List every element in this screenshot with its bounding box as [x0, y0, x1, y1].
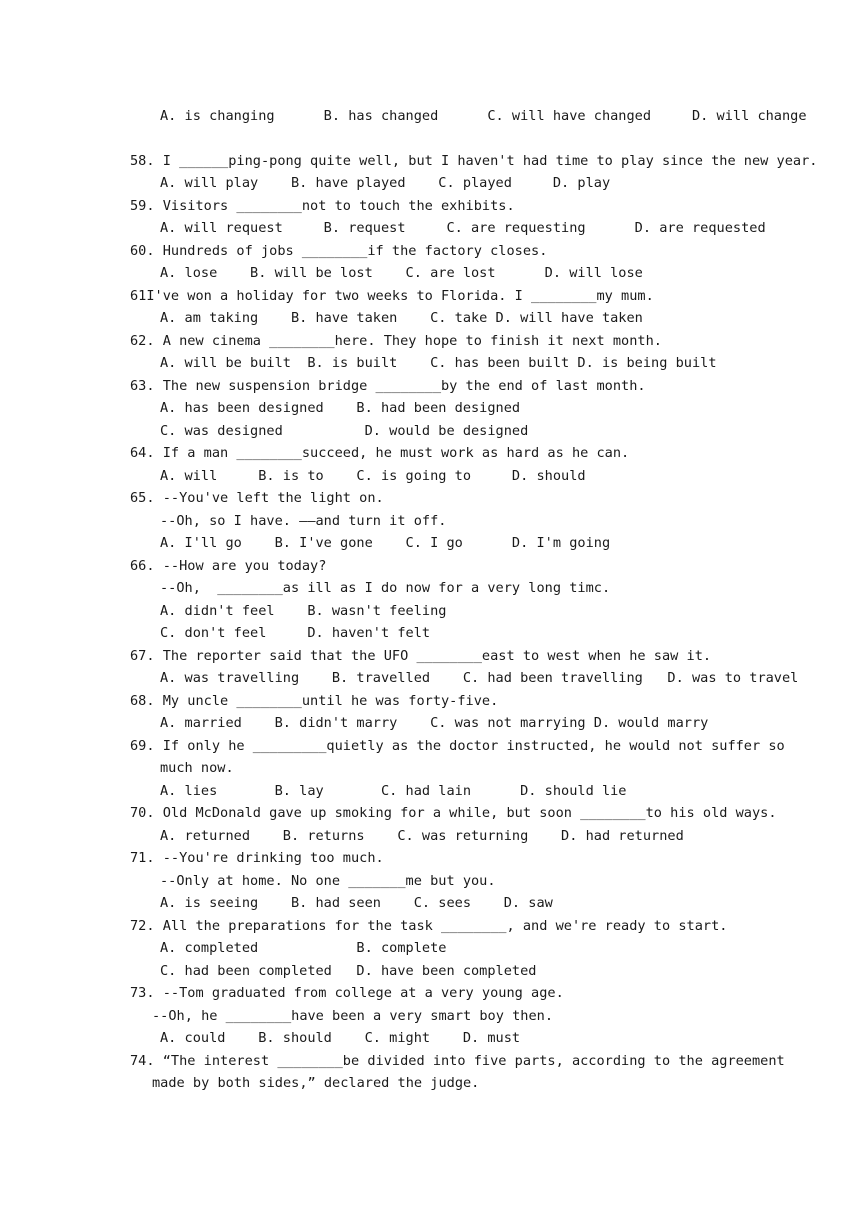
q65-stem-line1: 65. --You've left the light on. — [130, 490, 384, 506]
q61-stem: 61I've won a holiday for two weeks to Florida. I ________my mum. — [130, 288, 654, 304]
q71-stem-line1: 71. --You're drinking too much. — [130, 850, 384, 866]
q63-stem: 63. The new suspension bridge ________by the end of last month. — [130, 378, 646, 394]
q60-stem: 60. Hundreds of jobs ________if the factory closes. — [130, 243, 548, 259]
q63-options-row2: C. was designed D. would be designed — [160, 423, 529, 439]
q66-stem-line2: --Oh, ________as ill as I do now for a very long timc. — [160, 580, 611, 596]
q72-options-row2: C. had been completed D. have been completed — [160, 963, 537, 979]
q60-options: A. lose B. will be lost C. are lost D. will lose — [160, 265, 643, 281]
q58-stem: 58. I ______ping-pong quite well, but I haven't had time to play since the new year. — [130, 153, 818, 169]
q65-stem-line2: --Oh, so I have. ——and turn it off. — [160, 513, 447, 529]
q61-options: A. am taking B. have taken C. take D. will have taken — [160, 310, 643, 326]
q62-stem: 62. A new cinema ________here. They hope to finish it next month. — [130, 333, 662, 349]
q57-options: A. is changing B. has changed C. will have changed D. will change — [160, 108, 807, 124]
q63-options-row1: A. has been designed B. had been designed — [160, 400, 521, 416]
q66-stem-line1: 66. --How are you today? — [130, 558, 327, 574]
q62-options: A. will be built B. is built C. has been built D. is being built — [160, 355, 717, 371]
q59-options: A. will request B. request C. are requesting D. are requested — [160, 220, 766, 236]
q70-options: A. returned B. returns C. was returning D. had returned — [160, 828, 684, 844]
q64-options: A. will B. is to C. is going to D. should — [160, 468, 586, 484]
q71-options: A. is seeing B. had seen C. sees D. saw — [160, 895, 553, 911]
q69-stem-line1: 69. If only he _________quietly as the doctor instructed, he would not suffer so — [130, 738, 785, 754]
q65-options: A. I'll go B. I've gone C. I go D. I'm going — [160, 535, 611, 551]
q66-options-row2: C. don't feel D. haven't felt — [160, 625, 431, 641]
q73-options: A. could B. should C. might D. must — [160, 1030, 521, 1046]
q64-stem: 64. If a man ________succeed, he must work as hard as he can. — [130, 445, 630, 461]
q74-stem-line2: made by both sides,” declared the judge. — [152, 1075, 480, 1091]
q71-stem-line2: --Only at home. No one _______me but you. — [160, 873, 496, 889]
q68-options: A. married B. didn't marry C. was not marrying D. would marry — [160, 715, 709, 731]
q74-stem-line1: 74. “The interest ________be divided into five parts, according to the agreement — [130, 1053, 785, 1069]
q72-stem: 72. All the preparations for the task ________, and we're ready to start. — [130, 918, 728, 934]
q70-stem: 70. Old McDonald gave up smoking for a while, but soon ________to his old ways. — [130, 805, 777, 821]
q67-stem: 67. The reporter said that the UFO ________east to west when he saw it. — [130, 648, 712, 664]
q59-stem: 59. Visitors ________not to touch the exhibits. — [130, 198, 515, 214]
q68-stem: 68. My uncle ________until he was forty-five. — [130, 693, 499, 709]
q66-options-row1: A. didn't feel B. wasn't feeling — [160, 603, 447, 619]
q69-options: A. lies B. lay C. had lain D. should lie — [160, 783, 627, 799]
q58-options: A. will play B. have played C. played D. play — [160, 175, 611, 191]
q69-stem-line2: much now. — [160, 760, 234, 776]
q72-options-row1: A. completed B. complete — [160, 940, 447, 956]
q73-stem-line1: 73. --Tom graduated from college at a very young age. — [130, 985, 564, 1001]
q73-stem-line2: --Oh, he ________have been a very smart boy then. — [152, 1008, 554, 1024]
q67-options: A. was travelling B. travelled C. had been travelling D. was to travel — [160, 670, 799, 686]
